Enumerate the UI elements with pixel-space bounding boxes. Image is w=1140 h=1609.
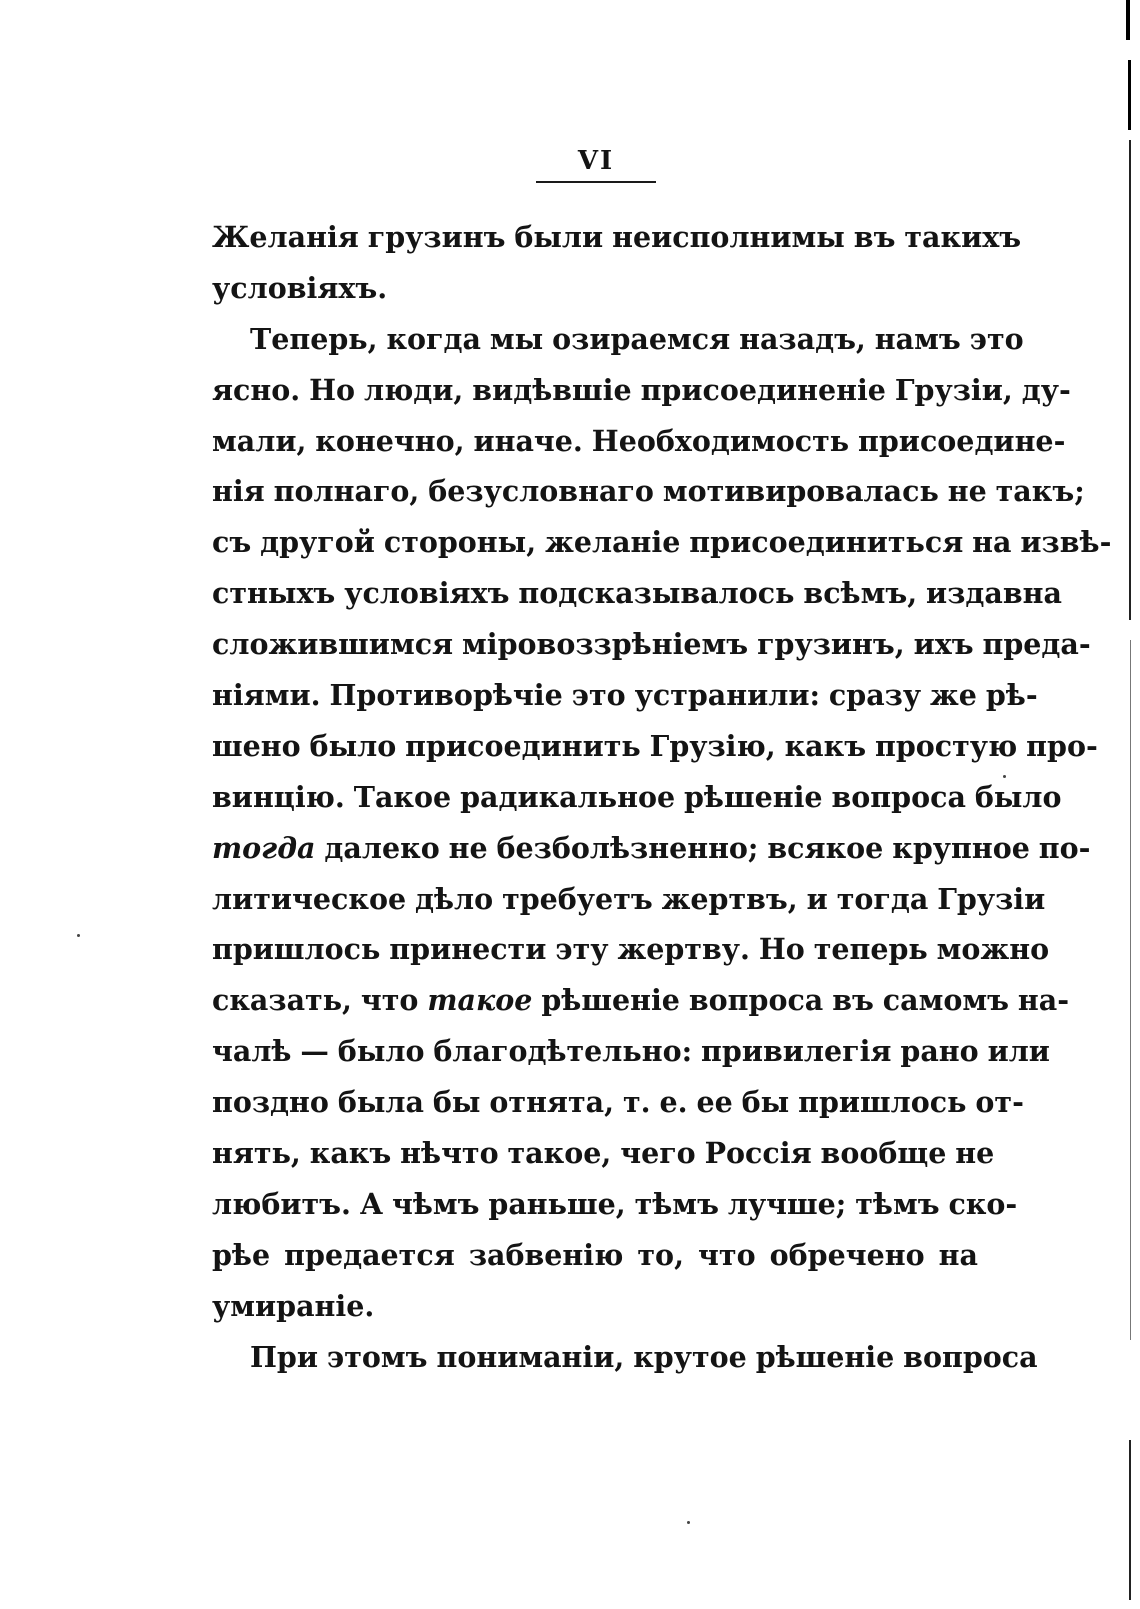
text-segment: далеко не безболѣзненно; всякое крупное по- — [324, 830, 1091, 865]
text-line — [212, 975, 1070, 1026]
text-line: стныхъ условіяхъ подсказывалось всѣмъ, издавна — [212, 576, 1062, 611]
text-line: мали, конечно, иначе. Необходимость присоедине- — [212, 423, 1066, 458]
paper-speck — [687, 1521, 690, 1524]
italic-word: такое — [427, 983, 533, 1018]
text-line: нія полнаго, безусловнаго мотивировалась не такъ; — [212, 474, 1085, 509]
scan-edge-mark — [1130, 640, 1131, 1340]
page-number: VI — [577, 146, 615, 176]
italic-word: тогда — [212, 830, 316, 865]
text-line: Теперь, когда мы озираемся назадъ, намъ это — [250, 321, 1024, 356]
scan-edge-mark — [1129, 140, 1131, 620]
text-line: съ другой стороны, желаніе присоединиться на извѣ- — [212, 525, 1112, 560]
text-line — [212, 823, 1091, 874]
text-line: литическое дѣло требуетъ жертвъ, и тогда Грузіи — [212, 881, 1046, 916]
text-line: пришлось принести эту жертву. Но теперь можно — [212, 932, 1050, 967]
text-line: При этомъ пониманіи, крутое рѣшеніе вопроса — [250, 1339, 1038, 1374]
text-line: винцію. Такое радикальное рѣшеніе вопроса было — [212, 779, 1062, 814]
text-line: нять, какъ нѣчто такое, чего Россія вообще не — [212, 1136, 995, 1171]
text-segment: рѣшеніе вопроса въ самомъ на- — [541, 983, 1070, 1018]
text-line: ніями. Противорѣчіе это устранили: сразу же рѣ- — [212, 678, 1038, 713]
paper-speck — [1003, 775, 1006, 778]
page-number-rule — [536, 181, 656, 183]
scan-edge-mark — [1126, 0, 1130, 40]
text-line: Желанія грузинъ были неисполнимы въ такихъ — [212, 220, 1022, 254]
scan-edge-mark — [1129, 1440, 1131, 1600]
text-line: ясно. Но люди, видѣвшіе присоединеніе Грузіи, ду- — [212, 372, 1071, 407]
text-line: условіяхъ. — [212, 270, 388, 305]
text-line: любитъ. А чѣмъ раньше, тѣмъ лучше; тѣмъ ско- — [212, 1186, 1018, 1221]
text-line: чалѣ — было благодѣтельно: привилегія рано или — [212, 1034, 1050, 1069]
text-line: шено было присоединить Грузію, какъ простую про- — [212, 728, 1098, 763]
text-segment: сказать, что — [212, 983, 419, 1018]
scan-edge-mark — [1128, 60, 1131, 130]
text-line: умираніе. — [212, 1288, 375, 1323]
text-line: сложившимся міровоззрѣніемъ грузинъ, ихъ преда- — [212, 627, 1091, 662]
body-text — [212, 212, 1112, 1382]
text-line: рѣе предается забвенію то, что обречено на — [212, 1237, 978, 1272]
paper-speck — [77, 934, 80, 937]
text-line: поздно была бы отнята, т. е. ее бы пришлось от- — [212, 1085, 1024, 1120]
